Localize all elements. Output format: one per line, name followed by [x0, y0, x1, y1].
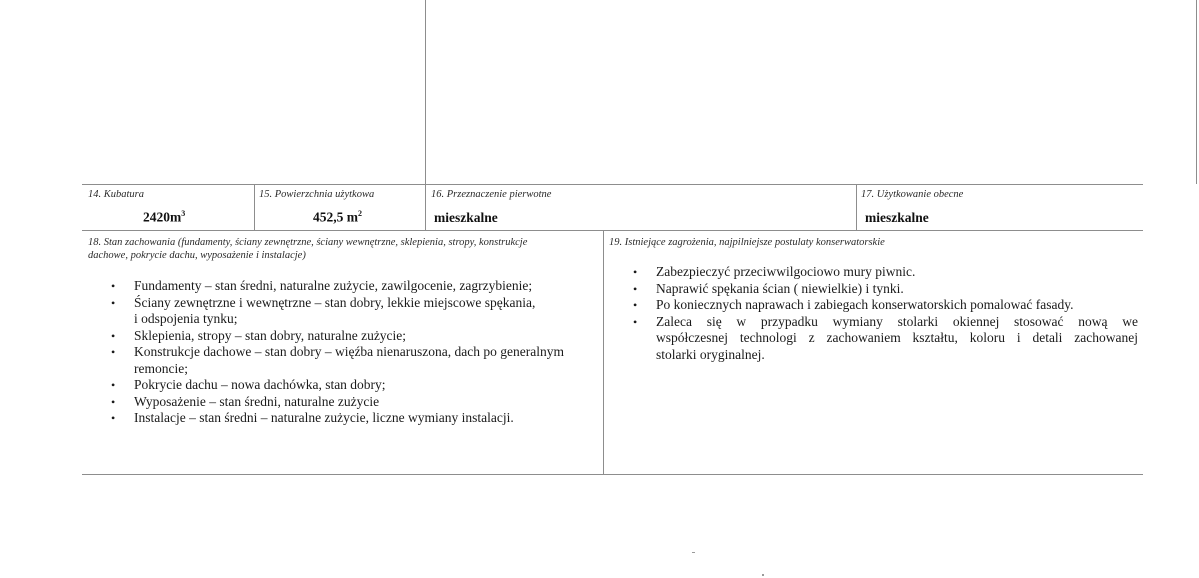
stan-label-line2: dachowe, pokrycie dachu, wyposażenie i instalacje)	[88, 250, 306, 261]
list-item-line: współczesnej technologi z zachowaniem kształtu, koloru i detali zachowanej	[656, 330, 1138, 345]
stan-list	[111, 278, 602, 427]
bullet-icon: •	[111, 328, 116, 343]
bullet-icon: •	[111, 345, 116, 359]
list-item: • Konstrukcje dachowe – stan dobry – więźba nienaruszona, dach po generalnym remoncie;	[111, 344, 564, 376]
scan-speck	[692, 552, 695, 553]
list-item: • Wyposażenie – stan średni, naturalne zużycie	[111, 393, 380, 409]
powierzchnia-value: 452,5 $m^2$	[313, 209, 362, 225]
bullet-icon: •	[111, 378, 116, 392]
row-top-border	[82, 184, 1143, 185]
row-divider-2	[425, 184, 426, 231]
kubatura-label: 14. Kubatura	[88, 189, 145, 200]
przeznaczenie-label: 16. Przeznaczenie pierwotne	[431, 189, 552, 200]
row-divider-1	[254, 184, 255, 231]
section-bottom-border	[82, 474, 1143, 475]
bullet-icon: •	[111, 394, 116, 409]
powierzchnia-field	[259, 188, 423, 228]
przeznaczenie-field	[431, 188, 851, 228]
list-item: • Naprawić spękania ścian ( niewielkie) i tynki.	[633, 280, 904, 296]
powierzchnia-label: 15. Powierzchnia użytkowa	[259, 189, 375, 200]
list-item-line: stolarki oryginalnej.	[656, 346, 765, 362]
bullet-icon: •	[111, 295, 116, 310]
section-divider	[603, 231, 604, 474]
kubatura-field	[88, 188, 252, 228]
list-item: • Po koniecznych naprawach i zabiegach konserwatorskich pomalować fasady.	[633, 297, 1074, 312]
bullet-icon: •	[111, 279, 116, 293]
right-border-upper	[1196, 0, 1197, 184]
list-item	[633, 313, 1138, 364]
bullet-icon: •	[111, 411, 116, 425]
przeznaczenie-value: mieszkalne	[434, 210, 498, 225]
row-divider-3	[856, 184, 857, 231]
zagrozenia-list	[633, 264, 1138, 363]
bullet-icon: •	[633, 314, 638, 329]
scan-speck	[762, 574, 764, 576]
bullet-icon: •	[633, 281, 638, 296]
bullet-icon: •	[633, 265, 638, 279]
list-item: • Fundamenty – stan średni, naturalne zużycie, zawilgocenie, zagrzybienie;	[111, 278, 533, 293]
stan-label	[88, 236, 600, 262]
uzytkowanie-value: mieszkalne	[865, 210, 929, 225]
row-bottom-border	[82, 230, 1143, 231]
list-item: • Pokrycie dachu – nowa dachówka, stan dobry;	[111, 377, 386, 392]
zagrozenia-label: 19. Istniejące zagrożenia, najpilniejsze postulaty konserwatorskie	[609, 237, 885, 248]
list-item: • Ściany zewnętrzne i wewnętrzne – stan dobry, lekkie miejscowe spękania, i odspojenia tynku;	[111, 294, 536, 326]
list-item: • Instalacje – stan średni – naturalne zużycie, liczne wymiany instalacji.	[111, 410, 514, 425]
bullet-icon: •	[633, 298, 638, 312]
list-item: • Sklepienia, stropy – stan dobry, naturalne zużycie;	[111, 327, 407, 343]
list-item: • Zabezpieczyć przeciwwilgociowo mury piwnic.	[633, 264, 916, 279]
uzytkowanie-label: 17. Użytkowanie obecne	[861, 189, 964, 200]
uzytkowanie-field	[861, 188, 1141, 228]
list-item-line: Zaleca się w przypadku wymiany stolarki okiennej stosować nową we	[656, 313, 1138, 329]
stan-label-line1: 18. Stan zachowania (fundamenty, ściany zewnętrzne, ściany wewnętrzne, sklepienia, stropy, konstrukcje	[88, 237, 528, 248]
kubatura-value: $2420m^3$	[143, 209, 186, 225]
top-divider-vertical	[425, 0, 426, 184]
